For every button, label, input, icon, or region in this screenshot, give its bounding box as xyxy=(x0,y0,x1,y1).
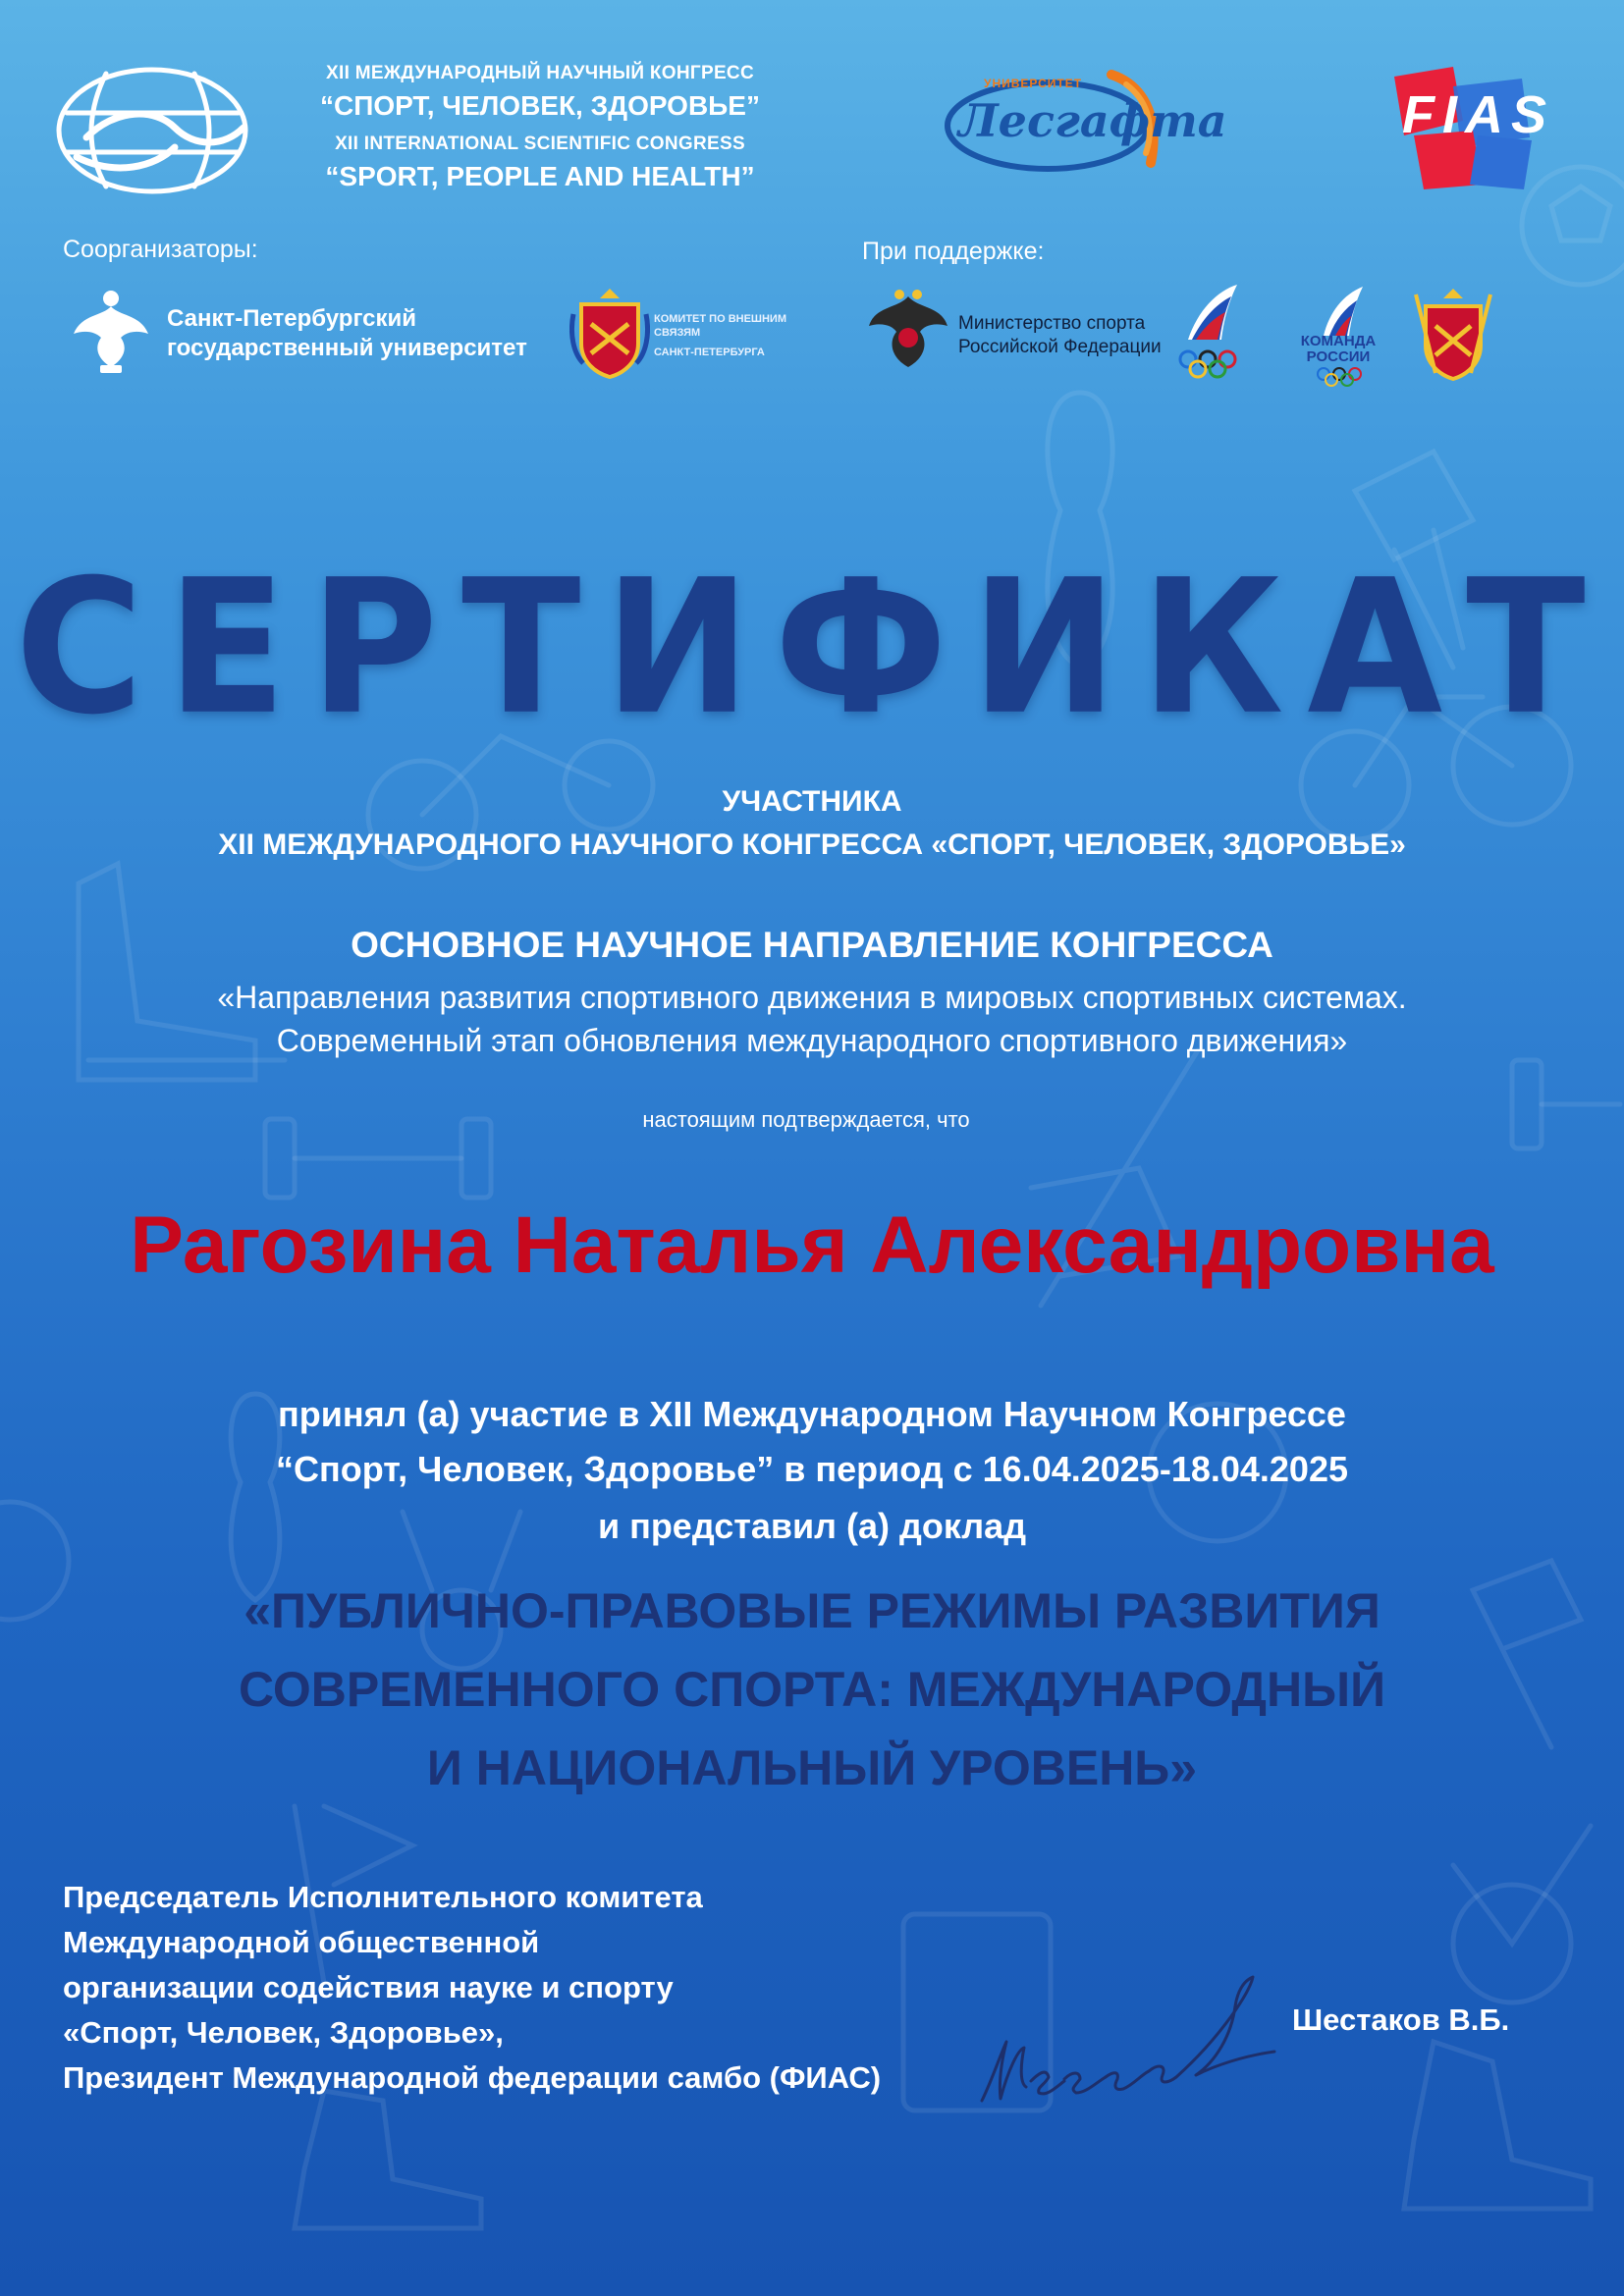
team-russia-line1: КОМАНДА xyxy=(1300,333,1377,349)
confirmation-text: настоящим подтверждается, что xyxy=(642,1107,970,1132)
signatory-position-line1: Председатель Исполнительного комитета xyxy=(63,1880,703,1914)
signatory-position-line4: «Спорт, Человек, Здоровье», xyxy=(63,2015,504,2050)
spb-city-coat-of-arms-icon xyxy=(1412,285,1494,383)
committee-line3: САНКТ-ПЕТЕРБУРГА xyxy=(654,347,765,358)
participation-line1: принял (а) участие в XII Международном Научном Конгрессе xyxy=(278,1394,1346,1434)
ministry-eagle-emblem-icon xyxy=(868,287,948,377)
participation-line2: “Спорт, Человек, Здоровье” в период с 16.04.2025-18.04.2025 xyxy=(276,1449,1348,1489)
committee-line1: КОМИТЕТ ПО ВНЕШНИМ xyxy=(654,313,786,325)
congress-title-en-line1: XII INTERNATIONAL SCIENTIFIC CONGRESS xyxy=(335,133,745,154)
support-label: При поддержке: xyxy=(862,238,1045,265)
spb-coat-of-arms-icon xyxy=(569,285,650,379)
congress-title-en-line2: “SPORT, PEOPLE AND HEALTH” xyxy=(325,161,755,191)
participant-name: Рагозина Наталья Александровна xyxy=(130,1201,1494,1290)
spbu-eagle-emblem-icon xyxy=(71,287,151,377)
lesgaft-subtitle: УНИВЕРСИТЕТ xyxy=(984,77,1083,90)
direction-line1: «Направления развития спортивного движения в мировых спортивных системах. xyxy=(217,980,1407,1015)
congress-hands-logo xyxy=(47,59,257,202)
direction-heading: ОСНОВНОЕ НАУЧНОЕ НАПРАВЛЕНИЕ КОНГРЕССА xyxy=(351,925,1273,965)
committee-line2: СВЯЗЯМ xyxy=(654,327,701,339)
lesgaft-name: Лесгафта xyxy=(958,94,1227,147)
participant-label: УЧАСТНИКА xyxy=(722,785,902,818)
team-russia-line2: РОССИИ xyxy=(1306,348,1371,365)
report-title-line3: И НАЦИОНАЛЬНЫЙ УРОВЕНЬ» xyxy=(426,1740,1198,1795)
signatory-name: Шестаков В.Б. xyxy=(1292,2002,1510,2037)
ministry-name-line1: Министерство спорта xyxy=(958,313,1146,334)
signatory-position xyxy=(63,1875,881,2101)
handwritten-signature xyxy=(972,1953,1286,2110)
congress-title-ru-line1: XII МЕЖДУНАРОДНЫЙ НАУЧНЫЙ КОНГРЕСС xyxy=(326,63,754,83)
coorganizers-label: Соорганизаторы: xyxy=(63,236,258,263)
report-title-line1: «ПУБЛИЧНО-ПРАВОВЫЕ РЕЖИМЫ РАЗВИТИЯ xyxy=(244,1583,1380,1638)
congress-full-name: XII МЕЖДУНАРОДНОГО НАУЧНОГО КОНГРЕССА «СПОРТ, ЧЕЛОВЕК, ЗДОРОВЬЕ» xyxy=(218,828,1406,861)
spbu-name-line2: государственный университет xyxy=(167,335,527,361)
direction-line2: Современный этап обновления международного спортивного движения» xyxy=(276,1023,1348,1058)
participation-line3: и представил (а) доклад xyxy=(597,1506,1027,1546)
fias-logo xyxy=(1384,57,1555,194)
olympic-rings-icon xyxy=(1316,367,1363,387)
fias-letters: FIAS xyxy=(1402,85,1555,144)
russian-olympic-committee-logo xyxy=(1174,281,1243,383)
certificate-title: СЕРТИФИКАТ xyxy=(15,539,1609,756)
signatory-position-line3: организации содействия науке и спорту xyxy=(63,1970,674,2004)
spbu-name-line1: Санкт-Петербургский xyxy=(167,305,417,332)
report-title-line2: СОВРЕМЕННОГО СПОРТА: МЕЖДУНАРОДНЫЙ xyxy=(238,1662,1386,1717)
signatory-position-line2: Международной общественной xyxy=(63,1925,540,1959)
lesgaft-university-logo xyxy=(945,65,1227,177)
ministry-name-line2: Российской Федерации xyxy=(958,337,1162,357)
congress-title-ru-line2: “СПОРТ, ЧЕЛОВЕК, ЗДОРОВЬЕ” xyxy=(320,90,760,121)
signatory-position-line5: Президент Международной федерации самбо (ФИАС) xyxy=(63,2060,882,2095)
